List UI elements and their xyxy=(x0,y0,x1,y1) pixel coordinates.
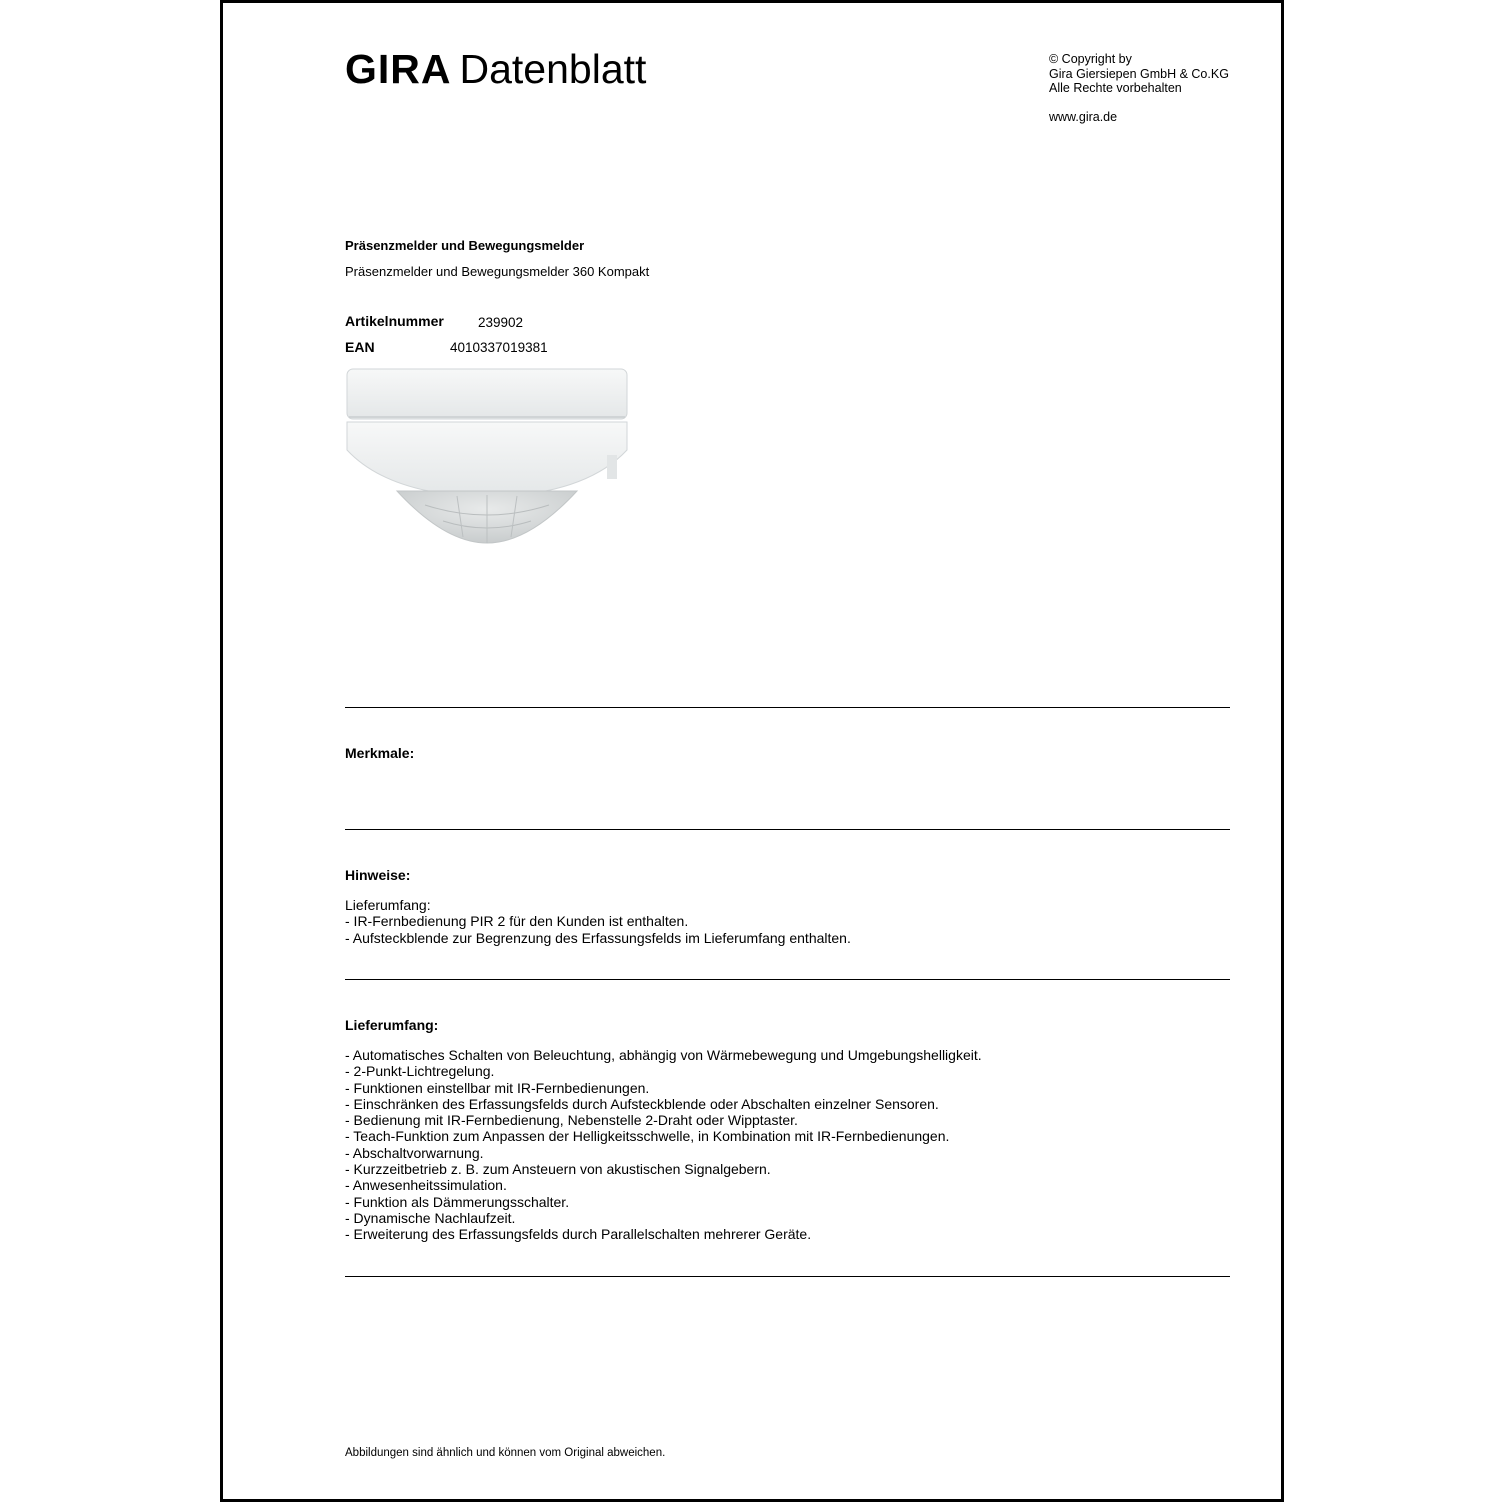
copyright-line: Alle Rechte vorbehalten xyxy=(1049,81,1182,95)
article-number-label: Artikelnummer xyxy=(345,313,444,329)
copyright-line: Gira Giersiepen GmbH & Co.KG xyxy=(1049,66,1229,81)
list-item: - Aufsteckblende zur Begrenzung des Erfassungsfelds im Lieferumfang enthalten. xyxy=(345,929,851,946)
list-item: Lieferumfang: xyxy=(345,897,431,913)
list-item: - Einschränken des Erfassungsfelds durch Aufsteckblende oder Abschalten einzelner Sensoren. xyxy=(345,1095,939,1112)
brand-name: GIRA xyxy=(345,46,452,92)
divider xyxy=(345,707,1230,708)
list-item: - Erweiterung des Erfassungsfelds durch Parallelschalten mehrerer Geräte. xyxy=(345,1226,812,1243)
list-item: - Kurzzeitbetrieb z. B. zum Ansteuern von akustischen Signalgebern. xyxy=(345,1161,771,1178)
list-item: - Dynamische Nachlaufzeit. xyxy=(345,1209,516,1226)
datasheet-page xyxy=(220,0,1284,1502)
product-category: Präsenzmelder und Bewegungsmelder xyxy=(345,238,585,253)
hinweise-heading: Hinweise: xyxy=(345,867,411,883)
lieferumfang-list xyxy=(345,1047,982,1243)
list-item: - Funktionen einstellbar mit IR-Fernbedienungen. xyxy=(345,1079,650,1096)
list-item: - Abschaltvorwarnung. xyxy=(345,1144,484,1161)
copyright-line: © Copyright by xyxy=(1049,52,1132,66)
ean-value: 4010337019381 xyxy=(450,340,548,355)
product-name: Präsenzmelder und Bewegungsmelder 360 Kompakt xyxy=(345,264,650,279)
website-link[interactable]: www.gira.de xyxy=(1049,109,1118,124)
hinweise-text xyxy=(345,897,851,946)
list-item: - Automatisches Schalten von Beleuchtung, abhängig von Wärmebewegung und Umgebungshelligkeit. xyxy=(345,1047,982,1063)
divider xyxy=(345,1276,1230,1277)
gira-logo xyxy=(345,45,646,93)
copyright-block xyxy=(1049,52,1229,124)
list-item: - Teach-Funktion zum Anpassen der Helligkeitsschwelle, in Kombination mit IR-Fernbedienungen. xyxy=(345,1128,950,1145)
list-item: - Bedienung mit IR-Fernbedienung, Nebenstelle 2-Draht oder Wipptaster. xyxy=(345,1112,798,1129)
list-item: - IR-Fernbedienung PIR 2 für den Kunden ist enthalten. xyxy=(345,913,689,930)
sheet-title: Datenblatt xyxy=(459,46,647,92)
lieferumfang-heading: Lieferumfang: xyxy=(345,1017,439,1033)
list-item: - 2-Punkt-Lichtregelung. xyxy=(345,1063,495,1080)
footer-disclaimer: Abbildungen sind ähnlich und können vom Original abweichen. xyxy=(345,1447,666,1459)
list-item: - Funktion als Dämmerungsschalter. xyxy=(345,1193,570,1210)
article-number-value: 239902 xyxy=(478,315,524,330)
list-item: - Anwesenheitssimulation. xyxy=(345,1177,507,1194)
product-image xyxy=(345,365,630,555)
merkmale-heading: Merkmale: xyxy=(345,745,415,761)
divider xyxy=(345,829,1230,830)
ean-label: EAN xyxy=(345,339,375,355)
divider xyxy=(345,979,1230,980)
